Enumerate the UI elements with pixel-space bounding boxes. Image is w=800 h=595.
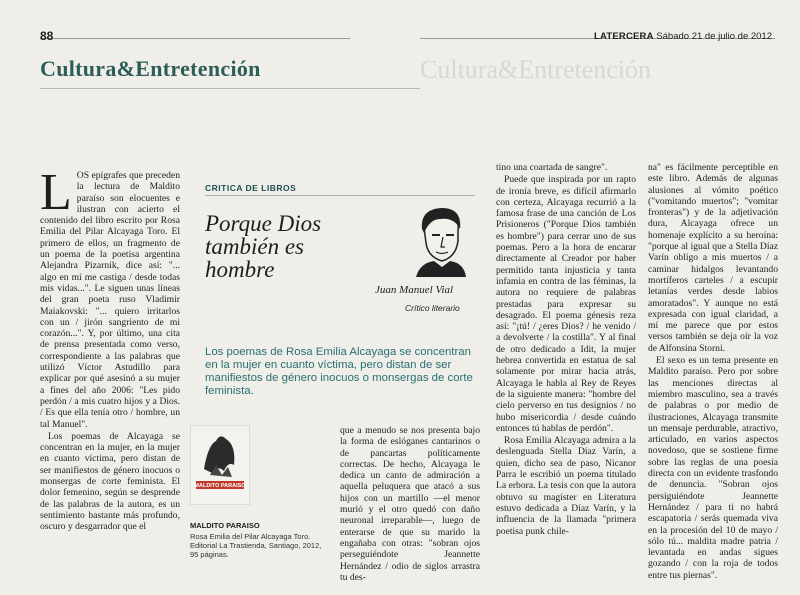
section-rule: [40, 88, 420, 89]
drop-cap: L: [40, 164, 72, 221]
kicker-rule: [205, 195, 475, 196]
masthead-date: Sábado 21 de julio de 2012: [656, 31, 772, 42]
bleed-through-text: Cultura&Entretención: [420, 55, 652, 84]
paragraph: que a menudo se nos presenta bajo la forma de eslóganes cantarinos o de pancartas políticamente correctas. De hecho, Alcayaga le dedica un canto de admiración a aquella peluquera que atacó a sus hijos con un martillo —el menor murió y el otro quedó con daño neuronal irreparable—, luego de enterarse de que su marido la engañaba con otras: "sobran ojos perseguiéndote Jeannette Hernández / odio de siglos arrastra tu des-: [340, 425, 480, 583]
paragraph: Puede que inspirada por un rapto de ironía breve, es difícil afirmarlo con certeza, Alcayaga recurrió a la famosa frase de una canción de Los Prisioneros ("Porque Dios también es hombre") para cerrar uno de sus poemas. Pero a la hora de encarar directamente al Creador por haber permitido tanta injusticia y tanta infamia en contra de las féminas, la autora no requiere de palabras prestadas para expresar su desagrado. El poema génesis reza así: "¡tú! / ¿eres Dios? / he venido / a devolverte / la costilla". Y al final de otro dedicado a Idit, la mujer hebrea convertida en estatua de sal solamente por mirar hacia atrás, Alcayaga le habla al Rey de Reyes de la siguiente manera: "hombre del cielo perverso en tus designios / no hubo misericordia / desde cuándo entonces tú hablas de perdón".: [496, 174, 636, 434]
section-title: Cultura&Entretención: [40, 56, 261, 81]
author-role: Crítico literario: [405, 303, 460, 313]
masthead: [594, 31, 772, 42]
page-number: 88: [40, 29, 54, 43]
article-column-4: [648, 162, 778, 582]
article-column-1: [40, 164, 180, 534]
book-info: Rosa Emilia del Pilar Alcayaga Toro. Editorial La Trastienda, Santiago, 2012, 95 páginas.: [190, 532, 322, 559]
paragraph: na" es fácilmente perceptible en este libro. Además de algunas alusiones al vómito poético ("vomitando muertos"; "vomitar fronteras") y de la adjetivación dura, Alcayaga ofrece un homenaje explícito a su heroína: "porque al igual que a Stella Díaz Varín obligo a mis muertos / a caminar hidalgos levantando mortíferos carteles / a escupir letanías verdes desde labios amoratados". Y aunque no está expresada con igual claridad, a mí me parece que por estos versos también se deja oír la voz de Alfonsina Storni.: [648, 162, 778, 354]
paragraph: Los poemas de Alcayaga se concentran en la mujer, en la mujer en cuanto víctima, pero distan de ser manifiestos de género inocuos o monsergas de corte feminista. El dolor femenino, según se desprende de las palabras de la autora, es un sentimiento bastante más profundo, oscuro y desgarrador que el: [40, 430, 180, 533]
author-portrait-illustration: [410, 205, 470, 277]
paragraph: Rosa Emilia Alcayaga admira a la deslenguada Stella Díaz Varín, a quien, dicho sea de paso, Nicanor Parra le escribió un poema titulado La erbora. La tesis con que la autora obtuvo su magíster en Literatura estuvo dedicada a Díaz Varín, y la influencia de la llamada "primera poetisa punk chile-: [496, 435, 636, 537]
book-title: MALDITO PARAISO: [190, 521, 260, 530]
masthead-brand: LATERCERA: [593, 31, 654, 42]
article-column-2: [340, 425, 480, 584]
deck: Los poemas de Rosa Emilia Alcayaga se concentran en la mujer en cuanto víctima, pero distan de ser manifiestos de género inocuos o monsergas de corte feminista.: [205, 346, 473, 397]
book-cover-image: [190, 425, 250, 505]
kicker: CRITICA DE LIBROS: [205, 183, 297, 193]
header-rule-left: [40, 38, 350, 39]
article-column-3: [496, 162, 636, 538]
cover-title: MALDITO PARAISO: [194, 483, 246, 489]
author-name: Juan Manuel Vial: [375, 284, 453, 296]
paragraph: tino una coartada de sangre".: [496, 162, 608, 173]
paragraph: LOS epígrafes que preceden la lectura de Maldito paraíso son elocuentes e ilustran con acierto el contenido del libro escrito por Rosa Emilia del Pilar Alcayaga Toro. El primero de ellos, un fragmento de un poema de la poetisa argentina Alejandra Pizarnik, dice así: "... algo en mí me castiga / desde todas mis vidas...". Le siguen unas líneas del gran poeta ruso Vladimir Maiakovski: "... quiero irritarlos con un / jirón sangriento de mi corazón...". Y, por último, una cita de prensa presentada como verso, correspondiente a las palabras que utilizó Víctor Astudillo para explicar por qué asesinó a su mujer a fines del año 2006: "Les pido perdón / a mis cuatro hijos y a Dios. / Es que ella tenía otro / hombre, un tal Manuel".: [40, 164, 180, 430]
paragraph: El sexo es un tema presente en Maldito paraíso. Pero por sobre las menciones directas al miembro masculino, sea a través de palabras o por medio de ilustraciones, Alcayaga transmite un mensaje perdurable, atractivo, articulado, en varios aspectos novedoso, que se sostiene firme sobre las reglas de una poesía directa con un evidente trasfondo de denuncia. "Sobran ojos persiguiéndote Jeannette Hernández / para ti no habrá escapatoria / serás quemada viva en la procesión del 10 de mayo / sólo tú... maldita madre patria / levantada en andas sigues gozando / con la roja de todos entre tus piernas".: [648, 355, 778, 581]
headline: Porque Dios también es hombre: [205, 211, 322, 282]
